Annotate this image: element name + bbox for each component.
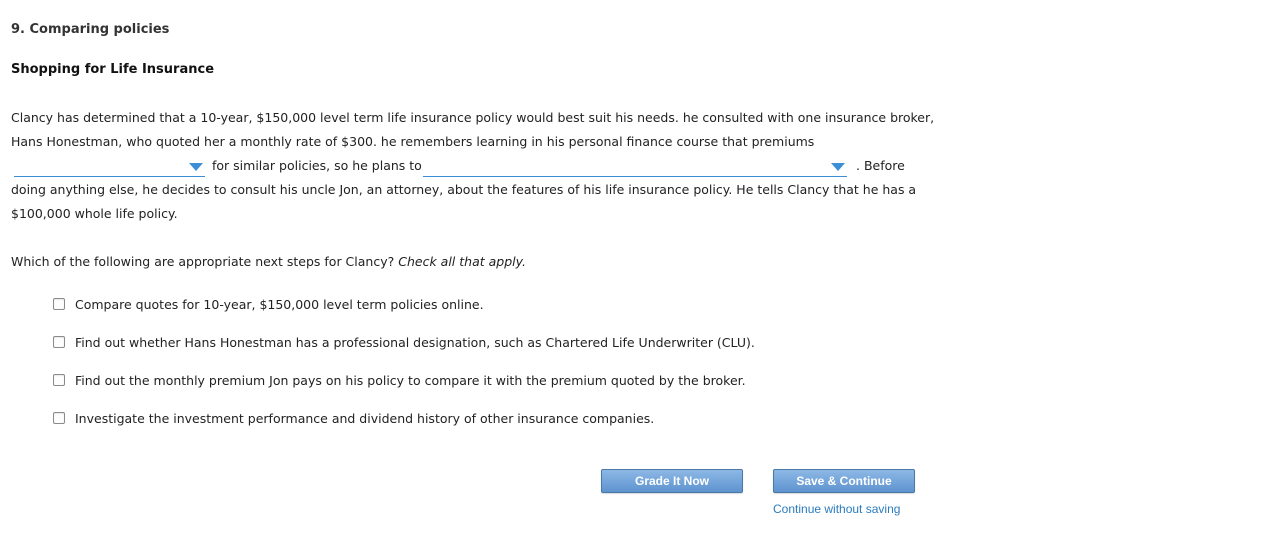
passage-between-dropdowns: for similar policies, so he plans to bbox=[212, 158, 422, 173]
option-professional-designation[interactable] bbox=[53, 334, 755, 350]
grade-it-now-button[interactable]: Grade It Now bbox=[601, 469, 743, 493]
option-label: Find out the monthly premium Jon pays on his policy to compare it with the premium quoted by the broker. bbox=[75, 372, 746, 388]
continue-without-saving-link[interactable]: Continue without saving bbox=[773, 502, 901, 516]
section-title: Shopping for Life Insurance bbox=[11, 62, 215, 77]
option-compare-quotes[interactable] bbox=[53, 296, 484, 312]
prompt-text: Which of the following are appropriate next steps for Clancy? bbox=[11, 254, 395, 269]
checkbox[interactable] bbox=[53, 374, 65, 386]
passage-line-4: doing anything else, he decides to consult his uncle Jon, an attorney, about the features of his life insurance policy. He tells Clancy that he has a bbox=[11, 182, 917, 197]
option-investment-performance[interactable] bbox=[53, 410, 654, 426]
option-label: Investigate the investment performance and dividend history of other insurance companies. bbox=[75, 410, 655, 426]
passage-line-5: $100,000 whole life policy. bbox=[11, 206, 178, 221]
passage-line-2: Hans Honestman, who quoted her a monthly rate of $300. he remembers learning in his personal finance course that premiums bbox=[11, 134, 815, 149]
save-and-continue-button[interactable]: Save & Continue bbox=[773, 469, 915, 493]
checkbox[interactable] bbox=[53, 336, 65, 348]
chevron-down-icon bbox=[831, 163, 845, 171]
passage-line-1: Clancy has determined that a 10-year, $150,000 level term life insurance policy would best suit his needs. he consulted with one insurance broker, bbox=[11, 110, 935, 125]
option-label: Compare quotes for 10-year, $150,000 level term policies online. bbox=[75, 296, 484, 312]
plan-dropdown[interactable] bbox=[423, 158, 847, 177]
option-jon-premium[interactable] bbox=[53, 372, 746, 388]
checkbox[interactable] bbox=[53, 412, 65, 424]
question-prompt bbox=[11, 254, 526, 269]
checkbox[interactable] bbox=[53, 298, 65, 310]
chevron-down-icon bbox=[189, 163, 203, 171]
premiums-dropdown[interactable] bbox=[14, 158, 205, 177]
question-number-title: 9. Comparing policies bbox=[11, 22, 170, 37]
passage-after-dropdown: . Before bbox=[856, 158, 905, 173]
prompt-instruction: Check all that apply. bbox=[398, 254, 526, 269]
option-label: Find out whether Hans Honestman has a professional designation, such as Chartered Life Underwriter (CLU). bbox=[75, 334, 755, 350]
